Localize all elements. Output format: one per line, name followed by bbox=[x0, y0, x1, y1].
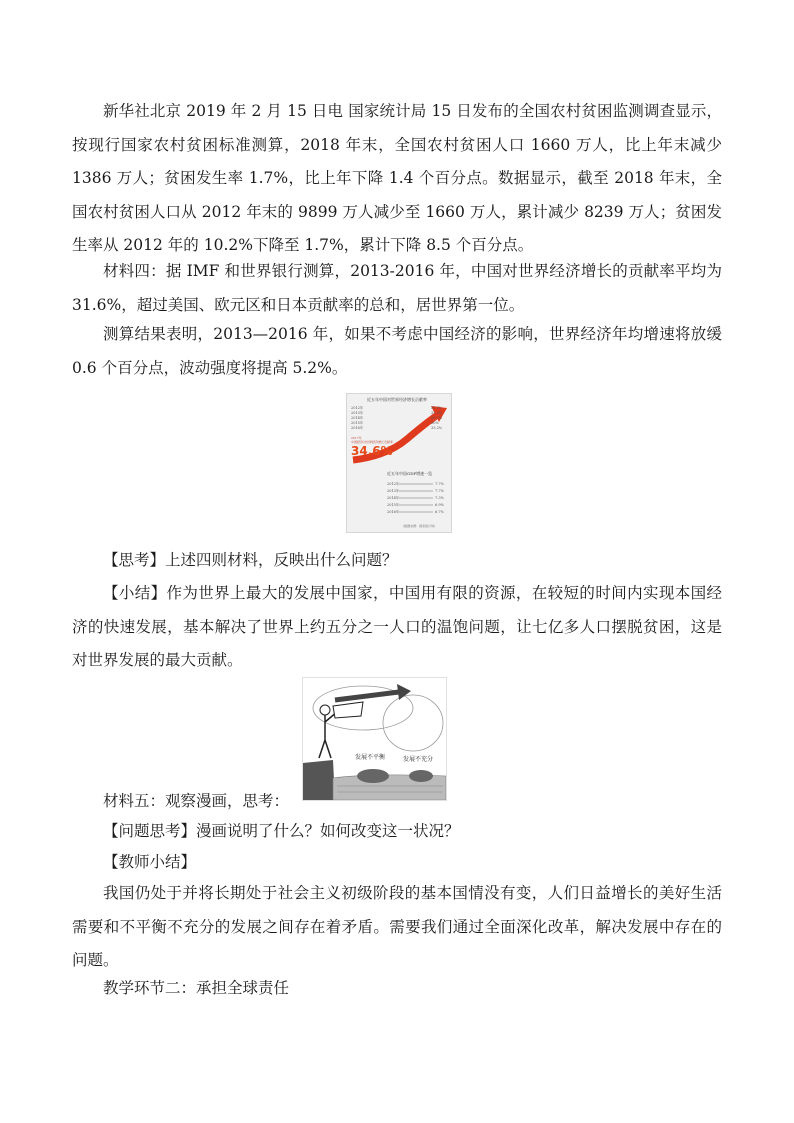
gdp-row-value: 7.7% bbox=[435, 482, 444, 486]
contribution-chart-figure bbox=[346, 393, 452, 533]
material5-text: 材料五：观察漫画，思考： bbox=[103, 792, 290, 810]
label-insufficient: 发展不充分 bbox=[403, 756, 434, 763]
gdp-row-bar bbox=[399, 511, 433, 513]
chart-subtitle: 近五年中国GDP增速一览 bbox=[387, 471, 433, 476]
gdp-row-bar bbox=[399, 504, 433, 506]
highlight-year: 2017年 bbox=[351, 436, 362, 440]
teacher-label: 【教师小结】 bbox=[103, 853, 197, 871]
question-text: 漫画说明了什么？如何改变这一状况？ bbox=[196, 822, 460, 840]
summary-label: 【小结】 bbox=[103, 584, 167, 602]
news-text: 新华社北京 2019 年 2 月 15 日电 国家统计局 15 日发布的全国农村贫困监测调查显示，按现行国家农村贫困标准测算，2018 年末，全国农村贫困人口 1660 万人，比上年末减少 1386 万人；贫困发生率 1.7%，比上年下降 1.4 个百分点。数据显示，截至 2018 年末，全国农村贫困人口从 2012 年末的 9899 万人减少至 1660 万人，累计减少 8239 万人；贫困发生率从 2012 年的 10.2%下降至 1.7%，累计下降 8.5 个百分点。 bbox=[72, 102, 722, 254]
teacher-text: 我国仍处于并将长期处于社会主义初级阶段的基本国情没有变，人们日益增长的美好生活需要和不平衡不充分的发展之间存在着矛盾。需要我们通过全面深化改革，解决发展中存在的问题。 bbox=[72, 884, 722, 969]
section-heading: 教学环节二：承担全球责任 bbox=[103, 979, 290, 997]
highlight-note: 中国经济对世界经济增长贡献率 bbox=[351, 440, 394, 444]
chart-row-year: 2016年 bbox=[351, 426, 364, 430]
summary-block bbox=[72, 577, 722, 678]
gdp-row-bar bbox=[399, 490, 433, 492]
material4-text: 材料四：据 IMF 和世界银行测算，2013-2016 年，中国对世界经济增长的贡献率平均为 31.6%，超过美国、欧元区和日本贡献率的总和，居世界第一位。 bbox=[72, 262, 722, 314]
gdp-row-value: 7.7% bbox=[435, 489, 444, 493]
highlight-value: 34.6% bbox=[351, 444, 393, 458]
chart-row-year: 2014年 bbox=[351, 416, 364, 420]
think-paragraph bbox=[72, 544, 722, 578]
gdp-row-year: 2014年 bbox=[387, 496, 400, 500]
label-unbalanced: 发展不平衡 bbox=[355, 754, 386, 761]
chart-row-value: 30% bbox=[431, 421, 439, 425]
gdp-row-year: 2013年 bbox=[387, 489, 400, 493]
summary-text: 作为世界上最大的发展中国家，中国用有限的资源，在较短的时间内实现本国经济的快速发展，基本解决了世界上约五分之一人口的温饱问题，让七亿多人口摆脱贫困，这是对世界发展的最大贡献。 bbox=[72, 584, 722, 669]
chart-row-value: 32.5% bbox=[431, 411, 443, 415]
paragraph-measurement bbox=[72, 318, 722, 385]
gdp-row-year: 2016年 bbox=[387, 510, 400, 514]
summary-paragraph bbox=[72, 577, 722, 678]
chart-title: 近五年中国对世界经济增长贡献率 bbox=[367, 397, 427, 402]
chart-source: (数据来源：国家统计局) bbox=[403, 524, 436, 528]
chart-row-value: 29.7% bbox=[431, 416, 443, 420]
cartoon-figure bbox=[302, 677, 447, 801]
gdp-row-value: 6.7% bbox=[435, 510, 444, 514]
chart-row-year: 2013年 bbox=[351, 411, 364, 415]
think-block bbox=[72, 544, 722, 578]
teacher-summary-block bbox=[72, 877, 722, 978]
question-block bbox=[72, 815, 722, 849]
paragraph-material4 bbox=[72, 255, 722, 322]
gdp-row-year: 2012年 bbox=[387, 482, 400, 486]
material5-block bbox=[72, 785, 722, 819]
teacher-label-block bbox=[72, 846, 722, 880]
gdp-row-bar bbox=[399, 483, 433, 485]
paragraph-news bbox=[72, 95, 722, 263]
think-label: 【思考】 bbox=[103, 551, 166, 569]
section-heading-block bbox=[72, 972, 722, 1006]
question-paragraph bbox=[72, 815, 722, 849]
gdp-row-year: 2015年 bbox=[387, 503, 400, 507]
gdp-row-value: 6.9% bbox=[435, 503, 444, 507]
chart-row-year: 2015年 bbox=[351, 421, 364, 425]
chart-row-year: 2012年 bbox=[351, 406, 364, 410]
chart-row-value: 31.7% bbox=[431, 406, 443, 410]
measurement-text: 测算结果表明，2013—2016 年，如果不考虑中国经济的影响，世界经济年均增速将放缓 0.6 个百分点，波动强度将提高 5.2%。 bbox=[72, 325, 722, 377]
chart-row-value: 33.2% bbox=[431, 426, 443, 430]
gdp-row-bar bbox=[399, 497, 433, 499]
gdp-row-value: 7.3% bbox=[435, 496, 444, 500]
question-label: 【问题思考】 bbox=[103, 822, 197, 840]
think-text: 上述四则材料，反映出什么问题？ bbox=[165, 551, 398, 569]
